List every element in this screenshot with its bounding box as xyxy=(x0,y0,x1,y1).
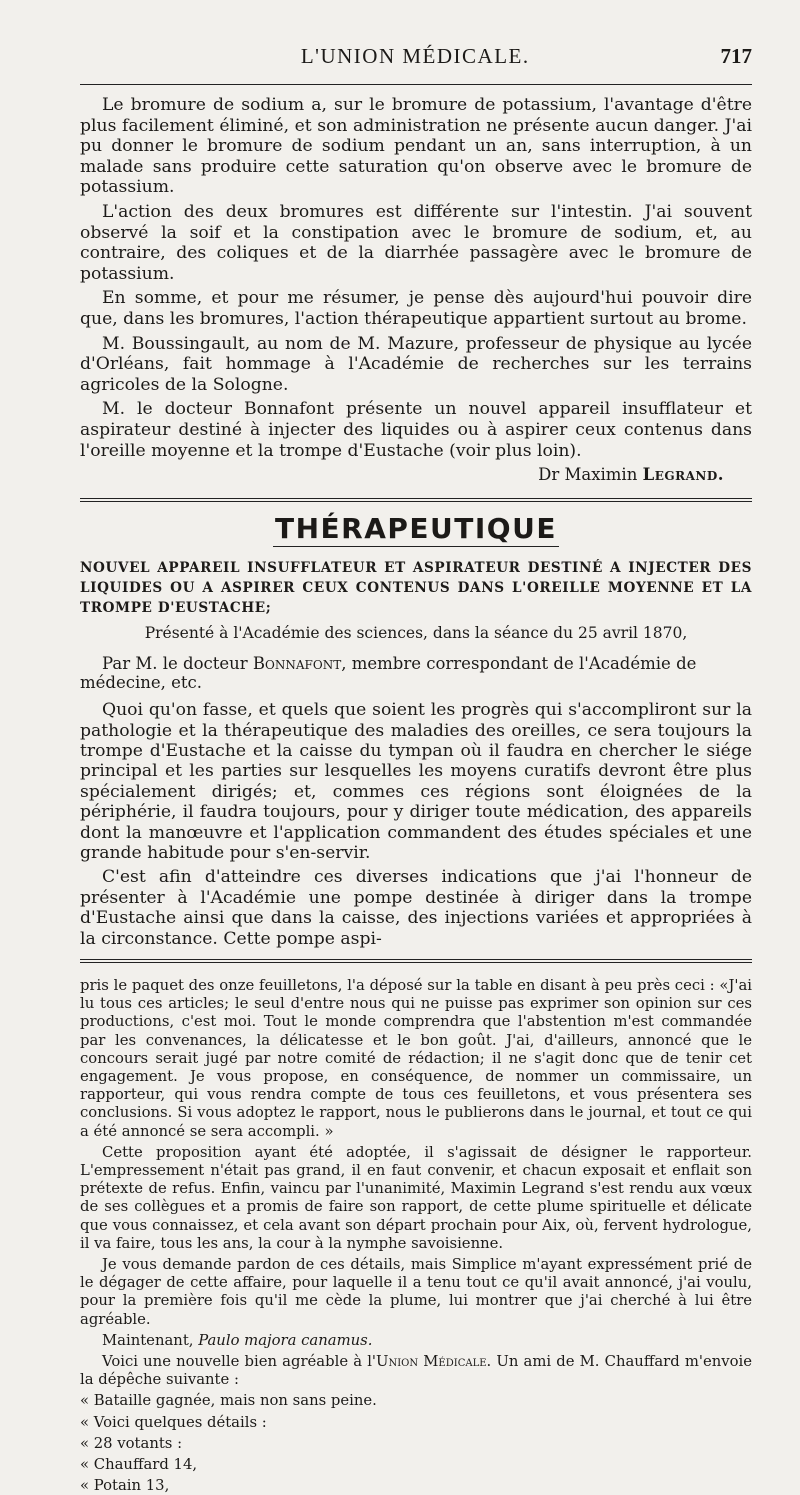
dispatch-line: « 28 votants : xyxy=(80,1434,183,1452)
header-rule xyxy=(80,84,752,85)
paragraph: Cette proposition ayant été adoptée, il s'agissait de désigner le rapporteur. L'empressement n'était pas grand, il en faut convenir, et chacun exposait et enflait son prétexte de refus. Enfin, vaincu par l'unanimité, Maximin Legrand s'est rendu aux vœux de ses collègues et a promis de faire son rapport, de cette plume spirituelle et délicate que vous connaissez, et cela avant son départ prochain pour Aix, où, fervent hydrologue, il va faire, tous les ans, la cour à la nymphe savoisienne. xyxy=(80,1143,752,1252)
paragraph: L'action des deux bromures est différente sur l'intestin. J'ai souvent observé la soif et la constipation avec le bromure de sodium, et, au contraire, des coliques et de la diarrhée passagère avec le bromure de potassium. xyxy=(80,201,752,284)
byline-prefix: Par M. le docteur xyxy=(102,654,253,674)
section-divider xyxy=(80,498,752,502)
journal-title: L'UNION MÉDICALE. xyxy=(300,44,530,68)
text: . Un ami de M. Chauffard m'envoie la dépêche suivante : xyxy=(80,1353,752,1389)
byline-suffix: , membre correspondant de l'Académie de médecine, etc. xyxy=(80,654,697,693)
signature xyxy=(80,465,752,484)
paragraph: Je vous demande pardon de ces détails, mais Simplice m'ayant expressément prié de le dégager de cette affaire, pour laquelle il a tenu tout ce qu'il avait annoncé, j'ai voulu, pour la première fois qu'il me cède la plume, lui montrer que j'ai cherché à lui être agréable. xyxy=(80,1256,752,1328)
paragraph: Quoi qu'on fasse, et quels que soient les progrès qui s'accompliront sur la pathologie et la thérapeutique des maladies des oreilles, ce sera toujours la trompe d'Eustache et la caisse du tympan où il faudra en chercher le siége principal et les parties sur lesquelles les moyens curatifs devront être plus spécialement dirigés; et, commes ces régions sont éloignées de la périphérie, il faudra toujours, pour y diriger toute médication, des appareils dont la manœuvre et l'application commandent des études spéciales et une grande habitude pour s'en-servir. xyxy=(80,700,752,863)
presentation-note: Présenté à l'Académie des sciences, dans la séance du 25 avril 1870, xyxy=(144,624,688,643)
signature-prefix: Dr Maximin xyxy=(538,465,643,485)
signature-name: Legrand. xyxy=(642,465,724,485)
latin-quote: Paulo majora canamus. xyxy=(198,1331,373,1349)
byline xyxy=(80,654,752,692)
dispatch-line: « Chauffard 14, xyxy=(80,1456,198,1474)
text: Voici une nouvelle bien agréable à l' xyxy=(102,1353,377,1371)
feuilleton xyxy=(80,977,752,1495)
byline-author: Bonnafont xyxy=(252,654,342,674)
paragraph xyxy=(80,1353,752,1389)
running-header xyxy=(80,44,752,78)
dispatch-line: « Voici quelques détails : xyxy=(80,1413,267,1431)
text: Maintenant, xyxy=(102,1331,199,1349)
paragraph: M. le docteur Bonnafont présente un nouvel appareil insufflateur et aspirateur destiné à injecter des liquides ou à aspirer ceux contenus dans l'oreille moyenne et la trompe d'Eustache (voir plus loin). xyxy=(80,399,752,461)
article-title: NOUVEL APPAREIL INSUFFLATEUR ET ASPIRATEUR DESTINÉ A INJECTER DES LIQUIDES OU A ASPIRER CEUX CONTENUS DANS L'OREILLE MOYENNE ET LA TROMPE D'EUSTACHE; xyxy=(80,560,752,617)
page-number: 717 xyxy=(720,44,752,68)
feuilleton-divider xyxy=(80,959,752,963)
session-report xyxy=(80,95,752,461)
section-title xyxy=(80,514,752,544)
paragraph xyxy=(80,1332,752,1350)
paragraph: Le bromure de sodium a, sur le bromure de potassium, l'avantage d'être plus facilement éliminé, et son administration ne présente aucun danger. J'ai pu donner le bromure de sodium pendant un an, sans interruption, à un malade sans produire cette saturation qu'on observe avec le bromure de potassium. xyxy=(80,95,752,198)
section-title-text: THÉRAPEUTIQUE xyxy=(275,512,557,546)
paragraph: C'est afin d'atteindre ces diverses indications que j'ai l'honneur de présenter à l'Académie une pompe destinée à diriger dans la trompe d'Eustache ainsi que dans la caisse, des injections variées et appropriées à la circonstance. Cette pompe aspi- xyxy=(80,867,752,949)
dispatch-line: « Bataille gagnée, mais non sans peine. xyxy=(80,1392,377,1410)
paragraph: En somme, et pour me résumer, je pense dès aujourd'hui pouvoir dire que, dans les bromures, l'action thérapeutique appartient surtout au brome. xyxy=(80,288,752,329)
paragraph: M. Boussingault, au nom de M. Mazure, professeur de physique au lycée d'Orléans, fait hommage à l'Académie de recherches sur les terrains agricoles de la Sologne. xyxy=(80,333,752,395)
paragraph: pris le paquet des onze feuilletons, l'a déposé sur la table en disant à peu près ceci : «J'ai lu tous ces articles; le seul d'entre nous qui ne puisse pas exprimer son opinion sur ces productions, c'est moi. Tout le monde comprendra que l'abstention m'est commandée par les convenances, la délicatesse et le bon goût. J'ai, d'ailleurs, annoncé que le concours serait jugé par notre comité de rédaction; il ne s'agit donc que de tenir cet engagement. Je vous propose, en conséquence, de nommer un commissaire, un rapporteur, qui vous rendra compte de tous ces feuilletons, et vous présentera ses conclusions. Si vous adoptez le rapport, nous le publierons dans le journal, et tout ce qui a été annoncé se sera accompli. » xyxy=(80,976,752,1140)
article-body xyxy=(80,700,752,949)
dispatch-line: « Potain 13, xyxy=(80,1477,170,1495)
journal-name: Union Médicale xyxy=(376,1353,487,1371)
